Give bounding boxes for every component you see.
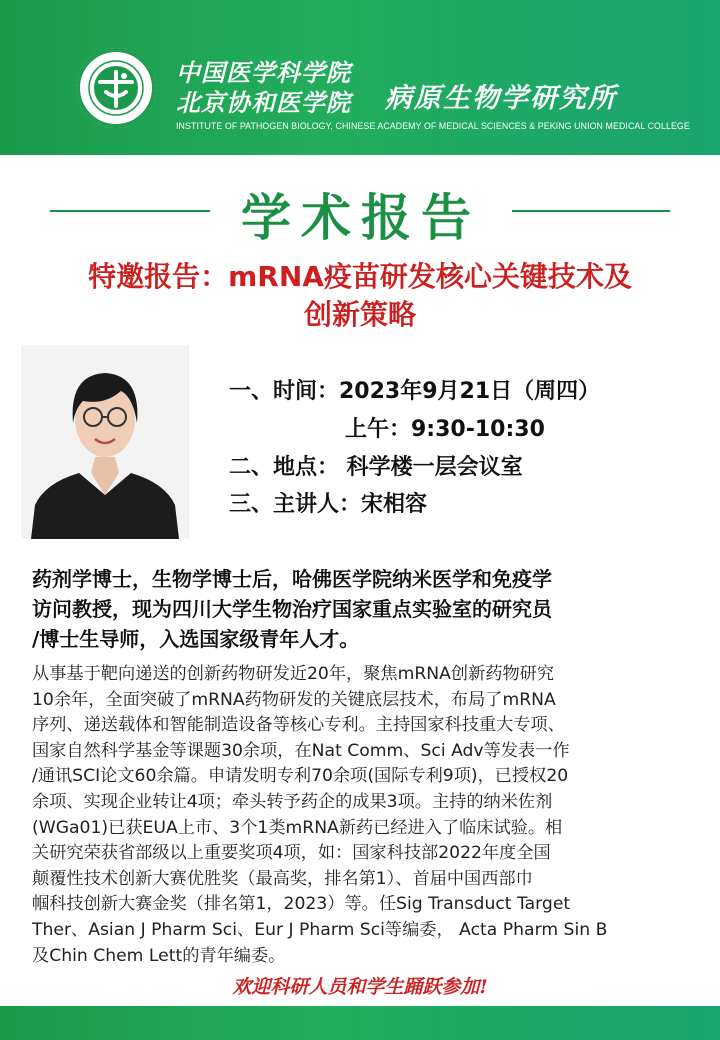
event-speaker: 三、主讲人：宋相容 (229, 492, 428, 517)
title-divider-right (512, 210, 670, 212)
institute-logo-icon (76, 48, 156, 128)
description-line: 序列、递送载体和智能制造设备等核心专利。主持国家科技重大专项、 (32, 715, 565, 736)
speaker-bio (32, 564, 692, 654)
welcome-message: 欢迎科研人员和学生踊跃参加! (232, 976, 488, 998)
description-line: 国家自然科学基金等课题30余项，在Nat Comm、Sci Adv等发表一作 (32, 740, 570, 761)
description-line: /通讯SCI论文60余篇。申请发明专利70余项(国际专利9项)，已授权20 (32, 766, 569, 787)
event-time: 一、时间：2023年9月21日（周四） (229, 379, 601, 404)
bio-line: 药剂学博士，生物学博士后，哈佛医学院纳米医学和免疫学 (32, 567, 552, 591)
description-line: 从事基于靶向递送的创新药物研发近20年，聚焦mRNA创新药物研究 (32, 664, 555, 684)
speaker-description (32, 662, 692, 969)
event-time-detail: 上午：9:30-10:30 (345, 417, 545, 442)
description-line: 及Chin Chem Lett的青年编委。 (32, 945, 286, 966)
bio-line: 访问教授，现为四川大学生物治疗国家重点实验室的研究员 (32, 597, 552, 621)
title-divider-left (50, 210, 210, 212)
speaker-photo (21, 345, 189, 539)
org-line-2: 北京协和医学院 (176, 88, 351, 117)
description-line: 10余年，全面突破了mRNA药物研发的关键底层技术，布局了mRNA (32, 689, 556, 710)
description-line: (WGa01)已获EUA上市、3个1类mRNA新药已经进入了临床试验。相 (32, 817, 563, 838)
description-line: 余项、实现企业转让4项；牵头转予药企的成果3项。主持的纳米佐剂 (32, 791, 553, 812)
bio-line: /博士生导师，入选国家级青年人才。 (32, 627, 360, 651)
footer-banner (0, 1006, 720, 1040)
org-line-1: 中国医学科学院 (176, 58, 351, 87)
description-line: 颠覆性技术创新大赛优胜奖（最高奖，排名第1）、首届中国西部巾 (32, 868, 533, 889)
description-line: 帼科技创新大赛金奖（排名第1，2023）等。任Sig Transduct Target (32, 894, 571, 915)
page-title: 学术报告 (241, 188, 481, 247)
institute-name: 病原生物学研究所 (385, 83, 617, 114)
org-names (176, 58, 351, 118)
header-banner (0, 0, 720, 155)
description-line: Ther、Asian J Pharm Sci、Eur J Pharm Sci等编委， Acta Pharm Sin B (32, 919, 608, 940)
institute-english-name: INSTITUTE OF PATHOGEN BIOLOGY, CHINESE ACADEMY OF MEDICAL SCIENCES & PEKING UNION MEDICAL COLLEGE (176, 121, 690, 131)
description-line: 关研究荣获省部级以上重要奖项4项，如：国家科技部2022年度全国 (32, 843, 551, 864)
talk-title-line-2: 创新策略 (303, 298, 416, 331)
talk-title-line-1: 特邀报告：mRNA疫苗研发核心关键技术及 (88, 260, 632, 293)
talk-title (20, 258, 700, 334)
event-place: 二、地点： 科学楼一层会议室 (229, 455, 523, 480)
